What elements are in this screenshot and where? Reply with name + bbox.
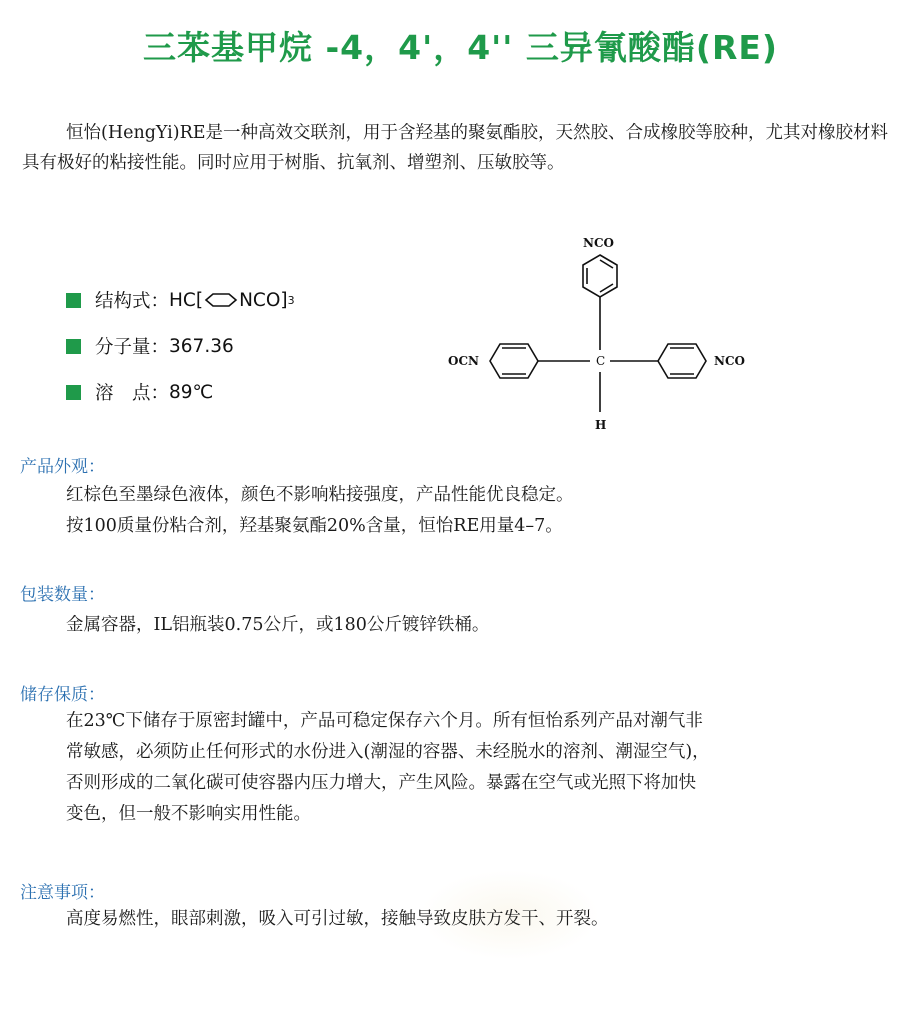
- bullet-square: [66, 339, 81, 354]
- section-title-precautions: 注意事项：: [20, 883, 105, 903]
- formula-subscript: 3: [287, 293, 295, 307]
- section-body-appearance: [66, 480, 911, 542]
- section-title-appearance: 产品外观：: [20, 457, 105, 477]
- section-title-packaging: 包装数量：: [20, 585, 105, 605]
- formula-suffix: NCO]: [239, 289, 288, 311]
- chemical-structure-diagram: [440, 230, 760, 435]
- packaging-line: 金属容器，IL铝瓶装0.75公斤，或180公斤镀锌铁桶。: [66, 615, 490, 635]
- property-molecular-weight: [66, 336, 295, 356]
- mw-label: 分子量：: [95, 337, 170, 358]
- benzene-ring-icon: [204, 292, 238, 308]
- properties-list: [66, 290, 295, 428]
- bullet-square: [66, 385, 81, 400]
- top-benzene-ring: [583, 255, 617, 297]
- right-benzene-ring: [658, 344, 706, 378]
- section-body-storage: [66, 706, 911, 830]
- mp-value: 89℃: [169, 381, 214, 403]
- storage-line: 否则形成的二氧化碳可使容器内压力增大，产生风险。暴露在空气或光照下将加快: [66, 773, 696, 793]
- top-nco-label: NCO: [583, 236, 614, 250]
- center-carbon-label: C: [596, 354, 606, 368]
- right-nco-label: NCO: [714, 354, 745, 368]
- storage-line: 变色，但一般不影响实用性能。: [66, 804, 311, 824]
- mw-value: 367.36: [169, 335, 234, 357]
- section-body-packaging: [66, 610, 911, 641]
- appearance-line: 按100质量份粘合剂，羟基聚氨酯20%含量，恒怡RE用量4–7。: [66, 516, 563, 536]
- left-benzene-ring: [490, 344, 538, 378]
- property-formula: [66, 290, 295, 310]
- precautions-line: 高度易燃性，眼部刺激，吸入可引过敏，接触导致皮肤方发干、开裂。: [66, 909, 609, 929]
- appearance-line: 红棕色至墨绿色液体，颜色不影响粘接强度，产品性能优良稳定。: [66, 485, 574, 505]
- formula-prefix: HC[: [169, 289, 204, 311]
- bullet-square: [66, 293, 81, 308]
- formula-label: 结构式：: [95, 291, 170, 312]
- intro-paragraph: 恒怡(HengYi)RE是一种高效交联剂，用于含羟基的聚氨酯胶，天然胶、合成橡胶等胶种，尤其对橡胶材料具有极好的粘接性能。同时应用于树脂、抗氧剂、增塑剂、压敏胶等。: [22, 123, 889, 173]
- bottom-h-label: H: [595, 418, 607, 432]
- left-ocn-label: OCN: [448, 354, 479, 368]
- section-title-storage: 储存保质：: [20, 685, 105, 705]
- storage-line: 在23℃下储存于原密封罐中，产品可稳定保存六个月。所有恒怡系列产品对潮气非: [66, 711, 703, 731]
- section-body-precautions: [66, 904, 911, 935]
- property-melting-point: [66, 382, 295, 402]
- storage-line: 常敏感，必须防止任何形式的水份进入(潮湿的容器、未经脱水的溶剂、潮湿空气)，: [66, 742, 710, 762]
- page-title: 三苯基甲烷 -4，4'，4'' 三异氰酸酯(RE): [143, 28, 778, 67]
- mp-label: 溶 点：: [95, 383, 170, 404]
